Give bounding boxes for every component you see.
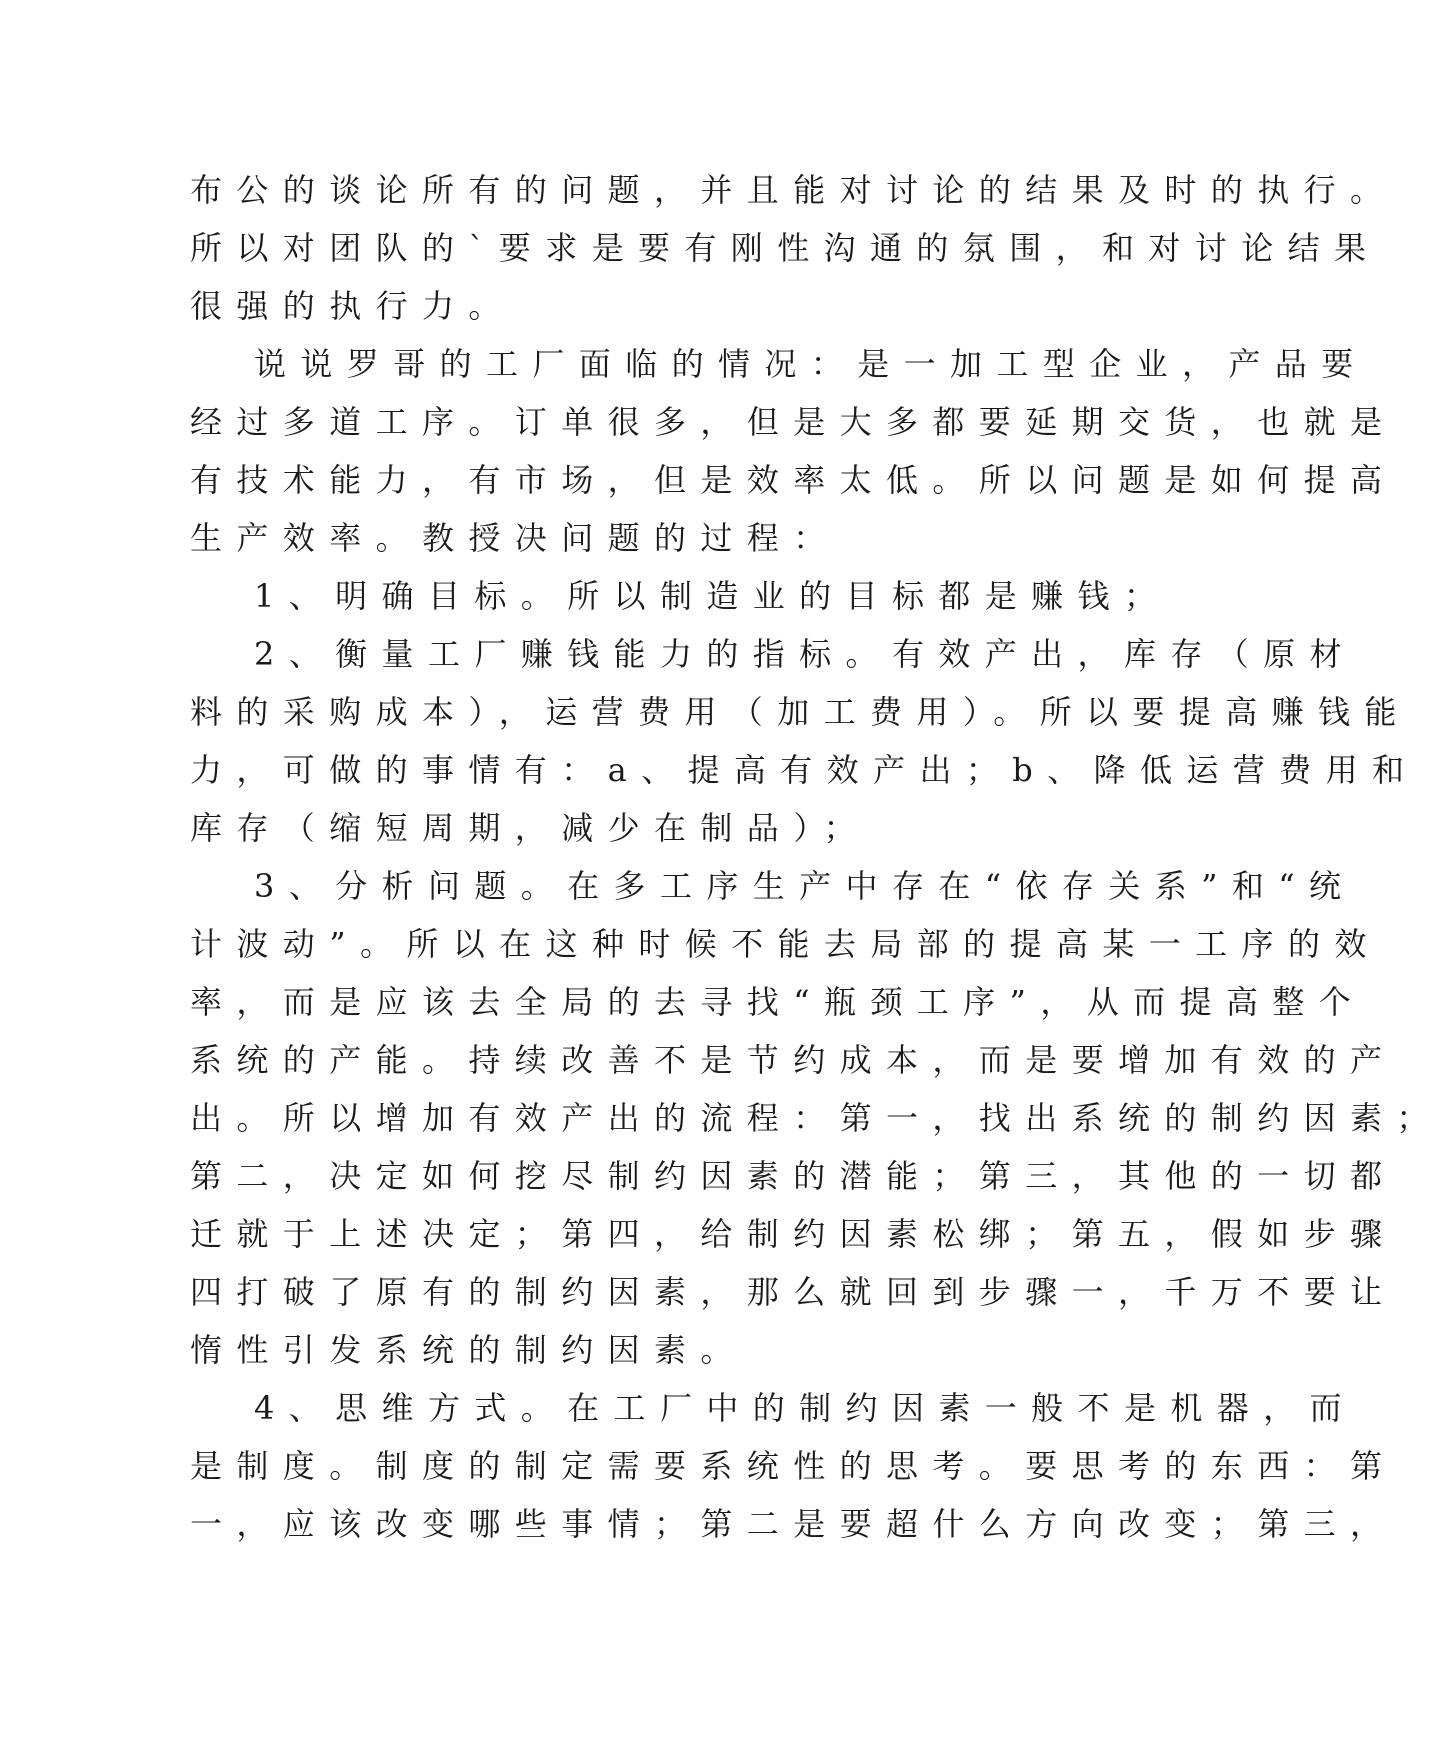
text-line: 很强的执行力。 — [190, 287, 515, 325]
body-text — [190, 161, 1443, 1553]
text-line: 计波动”。所以在这种时候不能去局部的提高某一工序的效 — [190, 925, 1381, 963]
text-line: 3、分析问题。在多工序生产中存在“依存关系”和“统 — [254, 867, 1356, 905]
text-line: 第二，决定如何挖尽制约因素的潜能；第三，其他的一切都 — [190, 1157, 1397, 1195]
text-line: 料的采购成本），运营费用（加工费用）。所以要提高赚钱能 — [190, 693, 1411, 731]
text-line: 布公的谈论所有的问题，并且能对讨论的结果及时的执行。 — [190, 171, 1397, 209]
paragraph-2 — [190, 335, 1397, 567]
text-line: 力，可做的事情有：a、提高有效产出；b、降低运营费用和 — [190, 751, 1419, 789]
paragraph-1 — [190, 161, 1397, 335]
text-line: 率，而是应该去全局的去寻找“瓶颈工序”，从而提高整个 — [190, 983, 1366, 1021]
text-line: 生产效率。教授决问题的过程： — [190, 519, 840, 557]
text-line: 经过多道工序。订单很多，但是大多都要延期交货，也就是 — [190, 403, 1397, 441]
paragraph-3 — [190, 567, 1171, 625]
text-line: 是制度。制度的制定需要系统性的思考。要思考的东西：第 — [190, 1447, 1397, 1485]
text-line: 一，应该改变哪些事情；第二是要超什么方向改变；第三， — [190, 1505, 1397, 1543]
text-line: 四打破了原有的制约因素，那么就回到步骤一，千万不要让 — [190, 1273, 1397, 1311]
text-line: 1、明确目标。所以制造业的目标都是赚钱； — [254, 577, 1171, 615]
text-line: 4、思维方式。在工厂中的制约因素一般不是机器，而 — [254, 1389, 1356, 1427]
text-line: 所以对团队的`要求是要有刚性沟通的氛围，和对讨论结果 — [190, 229, 1381, 267]
text-line: 出。所以增加有效产出的流程：第一，找出系统的制约因素； — [190, 1099, 1443, 1137]
paragraph-6 — [190, 1379, 1397, 1553]
text-line: 有技术能力，有市场，但是效率太低。所以问题是如何提高 — [190, 461, 1397, 499]
text-line: 说说罗哥的工厂面临的情况：是一加工型企业，产品要 — [254, 345, 1368, 383]
text-line: 库存（缩短周期，减少在制品）； — [190, 809, 871, 847]
text-line: 2、衡量工厂赚钱能力的指标。有效产出，库存（原材 — [254, 635, 1356, 673]
paragraph-4 — [190, 625, 1419, 857]
text-line: 系统的产能。持续改善不是节约成本，而是要增加有效的产 — [190, 1041, 1397, 1079]
paragraph-5 — [190, 857, 1443, 1379]
text-line: 迁就于上述决定；第四，给制约因素松绑；第五，假如步骤 — [190, 1215, 1397, 1253]
text-line: 惰性引发系统的制约因素。 — [190, 1331, 747, 1369]
